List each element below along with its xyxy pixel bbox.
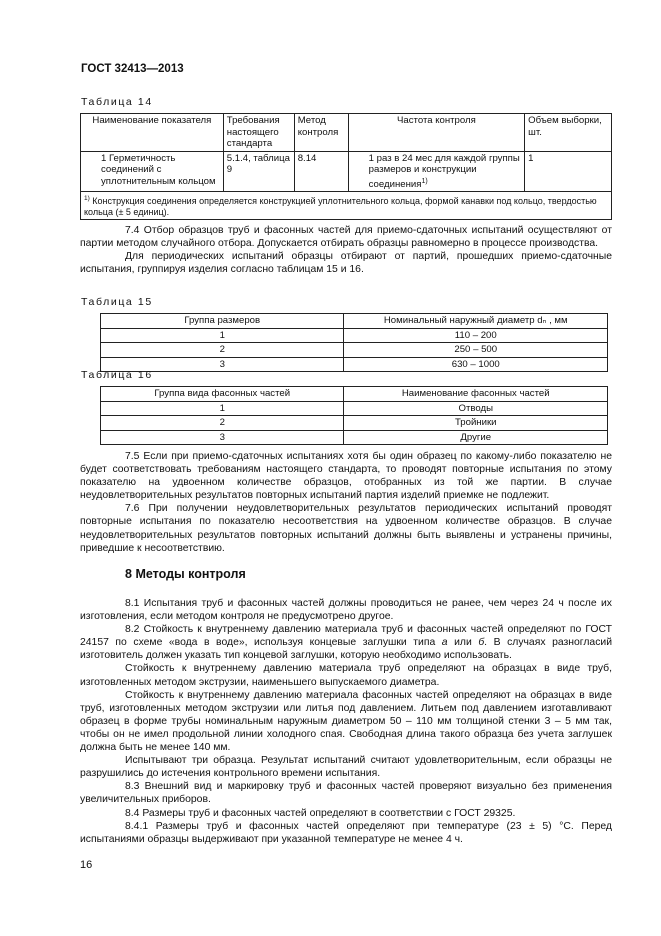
paragraph-7-5: 7.5 Если при приемо-сдаточных испытаниях хотя бы один образец по какому-либо показателю не будет соответствовать требованиям настоящего стандарта, то проводят повторные испытания по этому показателю на удвоенном количестве образцов, отобранных из той же партии. В случае неудовлетворительных результатов повторных испытаний партия изделий приемке не подлежит. [80, 451, 612, 502]
paragraph-8-4: 8.4 Размеры труб и фасонных частей определяют в соответствии с ГОСТ 29325. [125, 807, 516, 819]
text-run: . В случаях разногласий изготовитель должен указать тип концевой заглушки, которую необходимо использовать. [80, 637, 612, 662]
table-cell: 110 – 200 [344, 328, 608, 343]
table-row [101, 328, 608, 343]
page-number: 16 [80, 859, 93, 871]
paragraph-pipes: Стойкость к внутреннему давлению материала труб определяют на образцах в виде труб, изготовленных методом экструзии, наименьшего выпускаемого диаметра. [80, 663, 612, 688]
table-header-row [101, 314, 608, 329]
paragraph-7-6: 7.6 При получении неудовлетворительных результатов периодических испытаний проводят повторные испытания по показателю несоответствия на удвоенном количестве образцов. В случае неудовлетворительных результатов повторных испытаний должны быть выявлены и устранены причины, приведшие к несоответствию. [80, 503, 612, 554]
section-number: 8 [125, 567, 132, 581]
footnote-mark: 1) [84, 195, 90, 203]
table-16 [100, 386, 608, 445]
table-row [101, 416, 608, 431]
paragraph-8-3: 8.3 Внешний вид и маркировку труб и фасонных частей проверяют визуально без применения увеличительных приборов. [80, 781, 612, 806]
section-7-text-top [80, 224, 612, 276]
paragraph-8-4-1: 8.4.1 Размеры труб и фасонных частей определяют при температуре (23 ± 5) °С. Перед испытаниями образцы выдерживают при указанной температуре не менее 4 ч. [80, 820, 612, 845]
section-8-heading [125, 567, 246, 581]
table-row [101, 343, 608, 358]
table-header-cell: Частота контроля [348, 114, 525, 152]
table-cell: 2 [101, 416, 344, 431]
table-cell: 1 [101, 401, 344, 416]
table-cell: 250 – 500 [344, 343, 608, 358]
table-14 [80, 113, 612, 220]
section-title: Методы контроля [135, 567, 246, 581]
footnote-text: Конструкция соединения определяется конструкцией уплотнительного кольца, формой канавки под кольцо, твердостью кольца (± 5 единиц). [84, 196, 597, 218]
paragraph-8-2 [80, 623, 612, 662]
table-cell: 1 [101, 328, 344, 343]
paragraph-fittings: Стойкость к внутреннему давлению материала фасонных частей определяют на образцах в виде труб, изготовленных методом экструзии или литья под давлением. Литьем под давлением изготавливают образец в форме трубы номинальным наружным диаметром 50 – 110 мм толщиной стенки 3 – 5 мм так, чтобы он не имел продольной линии холодного спая. Свободная длина такого образца без учета заглушек должна быть не менее 140 мм. [80, 689, 612, 754]
table-cell: 3 [101, 357, 344, 372]
paragraph-three-samples: Испытывают три образца. Результат испытаний считают удовлетворительным, если образцы не разрушились до истечения контрольного времени испытания. [80, 755, 612, 780]
table-16-caption: Таблица 16 [81, 369, 153, 381]
table-header-cell: Метод контроля [294, 114, 348, 152]
table-header-cell: Группа вида фасонных частей [101, 387, 344, 402]
cap-type-a: а [441, 637, 448, 649]
table-cell: 2 [101, 343, 344, 358]
text-run: 8.2 Стойкость к внутреннему давлению материала труб и фасонных частей определяют по ГОСТ 24157 по схеме «вода в воде», используя концевые заглушки типа [80, 624, 612, 649]
table-cell: Тройники [344, 416, 608, 431]
table-header-row [81, 114, 612, 152]
table-row [81, 151, 612, 192]
table-14-caption: Таблица 14 [81, 96, 153, 108]
table-row [101, 401, 608, 416]
footnote-ref: 1) [421, 177, 428, 185]
table-header-cell: Требования настоящего стандарта [223, 114, 294, 152]
section-7-text-bottom [80, 450, 612, 555]
document-code: ГОСТ 32413—2013 [81, 63, 184, 75]
frequency-text: 1 раз в 24 мес для каждой группы размеров и конструкции соединения [368, 152, 520, 190]
table-header-cell: Наименование показателя [81, 114, 224, 152]
table-cell: Другие [344, 430, 608, 445]
section-8-text [80, 597, 612, 846]
table-header-cell: Группа размеров [101, 314, 344, 329]
table-header-cell: Наименование фасонных частей [344, 387, 608, 402]
table-cell: 8.14 [294, 151, 348, 192]
text-run: или [447, 637, 479, 649]
table-footnote [81, 192, 612, 220]
table-cell: 3 [101, 430, 344, 445]
paragraph-8-1: 8.1 Испытания труб и фасонных частей должны проводиться не ранее, чем через 24 ч после их изготовления, если методом контроля не предусмотрено другое. [80, 598, 612, 623]
paragraph-periodic: Для периодических испытаний образцы отбирают от партий, прошедших приемо-сдаточные испытания, группируя изделия согласно таблицам 15 и 16. [80, 251, 612, 276]
table-cell: 5.1.4, таблица 9 [223, 151, 294, 192]
table-cell: 1 Герметичность соединений с уплотнительным кольцом [81, 151, 224, 192]
table-15 [100, 313, 608, 372]
table-header-cell: Номинальный наружный диаметр dₙ , мм [344, 314, 608, 329]
cap-type-b: б [478, 637, 485, 649]
table-row [101, 430, 608, 445]
table-cell [348, 151, 525, 192]
table-row [101, 357, 608, 372]
table-header-row [101, 387, 608, 402]
table-footnote-row [81, 192, 612, 220]
table-cell: 1 [525, 151, 612, 192]
table-15-caption: Таблица 15 [81, 296, 153, 308]
table-cell: 630 – 1000 [344, 357, 608, 372]
table-header-cell: Объем выборки, шт. [525, 114, 612, 152]
table-cell: Отводы [344, 401, 608, 416]
paragraph-7-4: 7.4 Отбор образцов труб и фасонных частей для приемо-сдаточных испытаний осуществляют от партии методом случайного отбора. Допускается отбирать образцы равномерно в процессе производства. [80, 225, 612, 250]
